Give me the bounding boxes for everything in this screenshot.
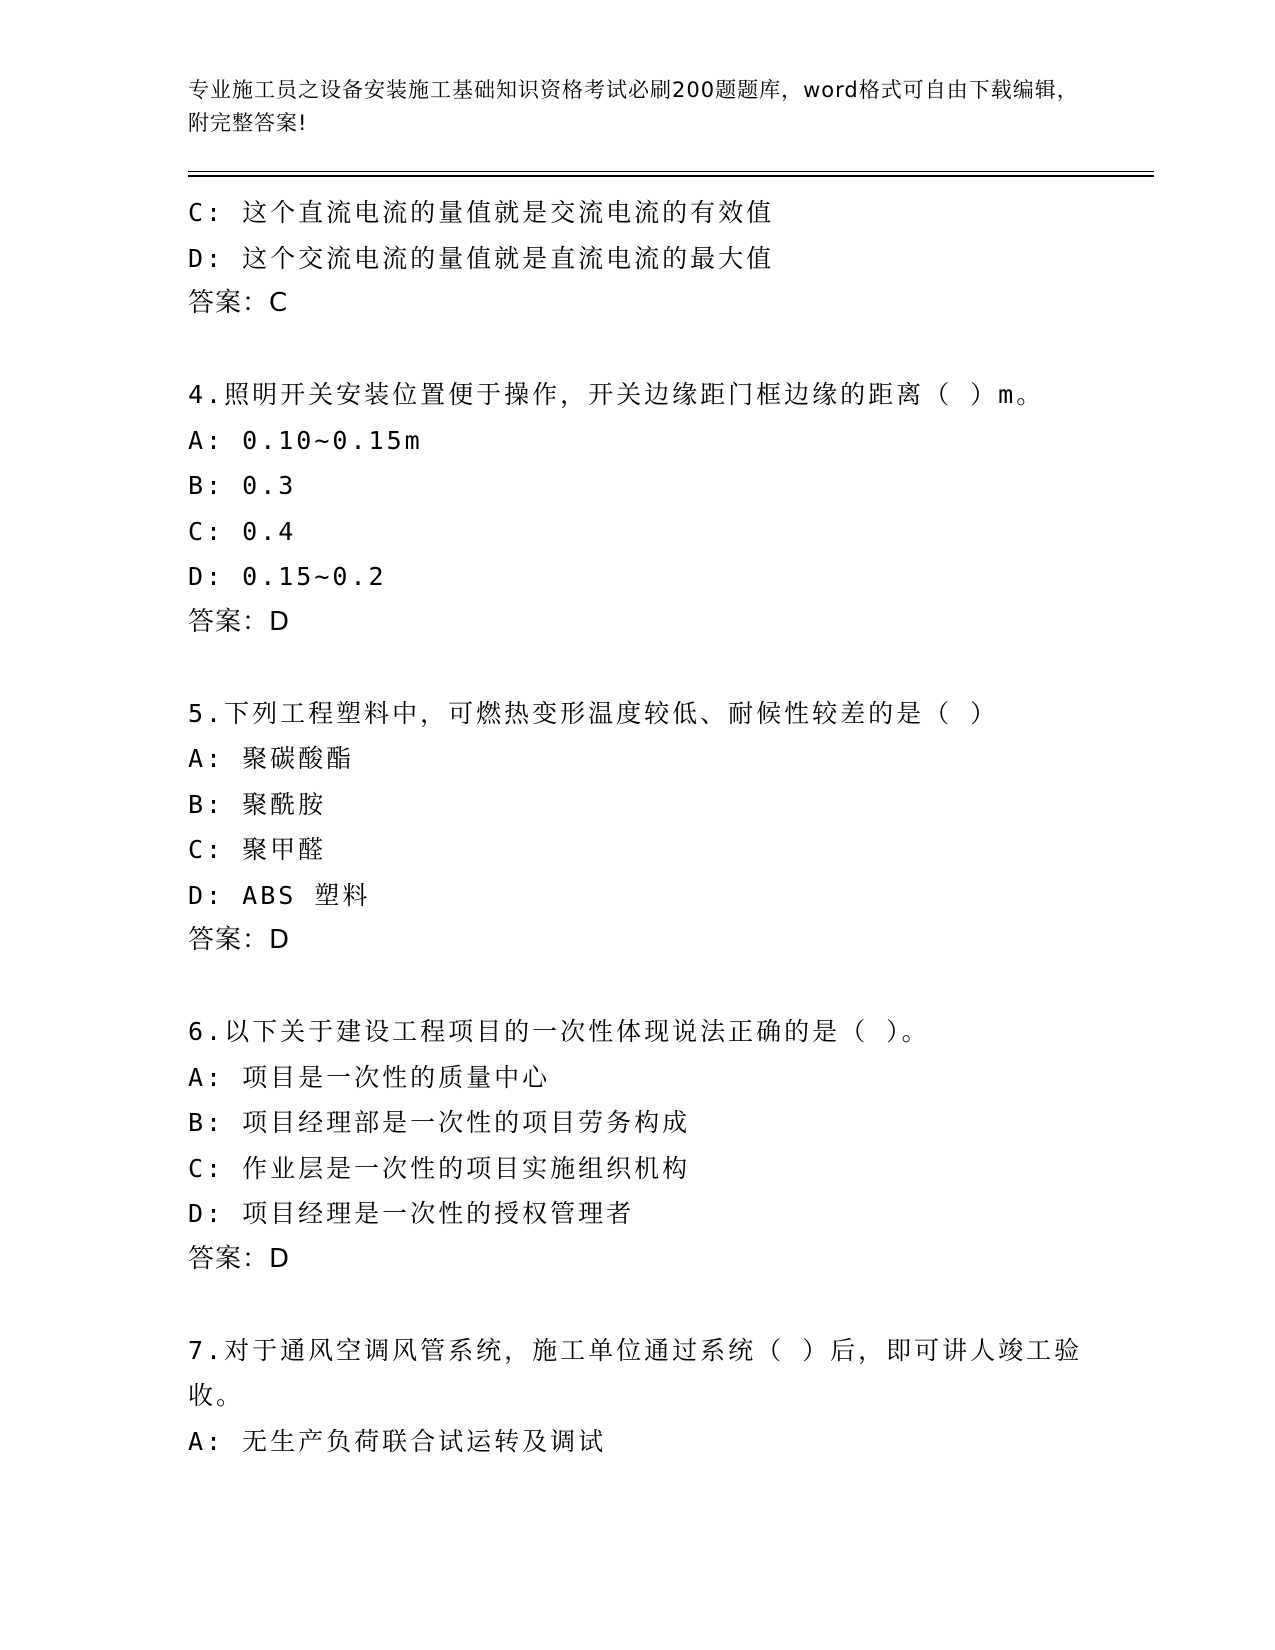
option-a: A: 无生产负荷联合试运转及调试 bbox=[188, 1426, 607, 1456]
option-a: A: 项目是一次性的质量中心 bbox=[188, 1062, 551, 1092]
option-a: A: 0.10~0.15m bbox=[188, 425, 423, 455]
answer-line: 答案：D bbox=[188, 1243, 291, 1274]
option-b: B: 聚酰胺 bbox=[188, 789, 327, 819]
option-c: C: 这个直流电流的量值就是交流电流的有效值 bbox=[188, 198, 775, 227]
document-header: 专业施工员之设备安装施工基础知识资格考试必刷200题题库，word格式可自由下载编辑，附完整答案! bbox=[188, 78, 1079, 135]
option-d: D: 这个交流电流的量值就是直流电流的最大值 bbox=[188, 243, 775, 273]
answer-line: 答案：D bbox=[188, 606, 291, 637]
question-text-5: 5.下列工程塑料中，可燃热变形温度较低、耐候性较差的是（ ） bbox=[188, 698, 999, 728]
option-d: D: ABS 塑料 bbox=[188, 880, 371, 910]
question-list bbox=[188, 190, 1088, 1464]
spacer bbox=[188, 645, 1088, 691]
option-b: B: 项目经理部是一次性的项目劳务构成 bbox=[188, 1108, 691, 1137]
option-d: D: 0.15~0.2 bbox=[188, 562, 387, 591]
spacer bbox=[188, 327, 1088, 373]
option-c: C: 0.4 bbox=[188, 516, 297, 546]
option-d: D: 项目经理是一次性的授权管理者 bbox=[188, 1199, 635, 1228]
option-c: C: 作业层是一次性的项目实施组织机构 bbox=[188, 1153, 691, 1183]
spacer bbox=[188, 964, 1088, 1010]
option-a: A: 聚碳酸酯 bbox=[188, 744, 355, 773]
spacer bbox=[188, 1282, 1088, 1328]
option-c: C: 聚甲醛 bbox=[188, 835, 327, 864]
question-text-4: 4.照明开关安装位置便于操作，开关边缘距门框边缘的距离（ ）m。 bbox=[188, 380, 1045, 409]
answer-line: 答案：C bbox=[188, 288, 289, 318]
header-rule-thick bbox=[188, 175, 1154, 177]
question-text-6: 6.以下关于建设工程项目的一次性体现说法正确的是（ ）。 bbox=[188, 1017, 930, 1046]
answer-line: 答案：D bbox=[188, 925, 291, 955]
question-text-7: 7.对于通风空调风管系统，施工单位通过系统（ ）后，即可讲人竣工验收。 bbox=[188, 1335, 1083, 1410]
option-b: B: 0.3 bbox=[188, 471, 297, 500]
header-rule-thin bbox=[188, 171, 1154, 172]
